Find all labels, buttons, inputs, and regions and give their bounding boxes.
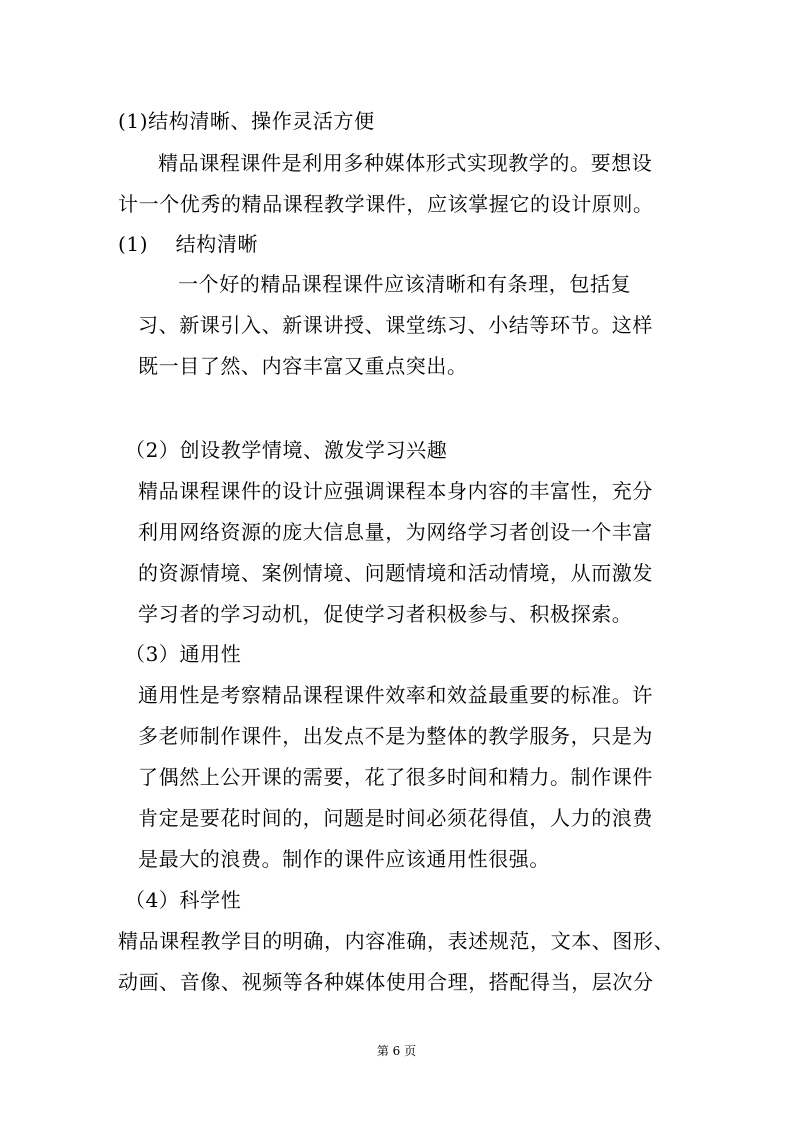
paragraph-line: 是最大的浪费。制作的课件应该通用性很强。 bbox=[138, 847, 550, 871]
section-heading-1: (1)结构清晰、操作灵活方便 bbox=[118, 109, 375, 133]
paragraph-line: 的资源情境、案例情境、问题情境和活动情境，从而激发 bbox=[138, 561, 653, 585]
paragraph-line: 习、新课引入、新课讲授、课堂练习、小结等环节。这样 bbox=[138, 313, 653, 337]
section-heading-3: （3）通用性 bbox=[125, 642, 242, 666]
page-number-footer: 第 6 页 bbox=[376, 1044, 417, 1058]
section-heading-4: （4）科学性 bbox=[125, 888, 242, 912]
paragraph-line: 肯定是要花时间的，问题是时间必须花得值，人力的浪费 bbox=[138, 806, 653, 830]
paragraph-line: 既一目了然、内容丰富又重点突出。 bbox=[138, 354, 468, 378]
paragraph-line: 利用网络资源的庞大信息量，为网络学习者创设一个丰富 bbox=[138, 520, 653, 544]
paragraph-line: 精品课程课件是利用多种媒体形式实现教学的。要想设 bbox=[158, 151, 653, 175]
paragraph-line: 了偶然上公开课的需要，花了很多时间和精力。制作课件 bbox=[138, 765, 653, 789]
paragraph-line: 精品课程课件的设计应强调课程本身内容的丰富性，充分 bbox=[138, 479, 653, 503]
paragraph-line: 动画、音像、视频等各种媒体使用合理，搭配得当，层次分 bbox=[118, 970, 654, 994]
paragraph-line: 精品课程教学目的明确，内容准确，表述规范，文本、图形、 bbox=[118, 929, 675, 953]
paragraph-line: 多老师制作课件，出发点不是为整体的教学服务，只是为 bbox=[138, 724, 653, 748]
paragraph-line: 通用性是考察精品课程课件效率和效益最重要的标准。许 bbox=[138, 683, 653, 707]
paragraph-line: 学习者的学习动机，促使学习者积极参与、积极探索。 bbox=[138, 602, 633, 626]
subheading-structure-clear: (1) 结构清晰 bbox=[118, 232, 259, 256]
paragraph-line: 一个好的精品课程课件应该清晰和有条理，包括复 bbox=[178, 272, 632, 296]
paragraph-line: 计一个优秀的精品课程教学课件，应该掌握它的设计原则。 bbox=[118, 192, 654, 216]
section-heading-2: （2）创设教学情境、激发学习兴趣 bbox=[125, 438, 448, 462]
